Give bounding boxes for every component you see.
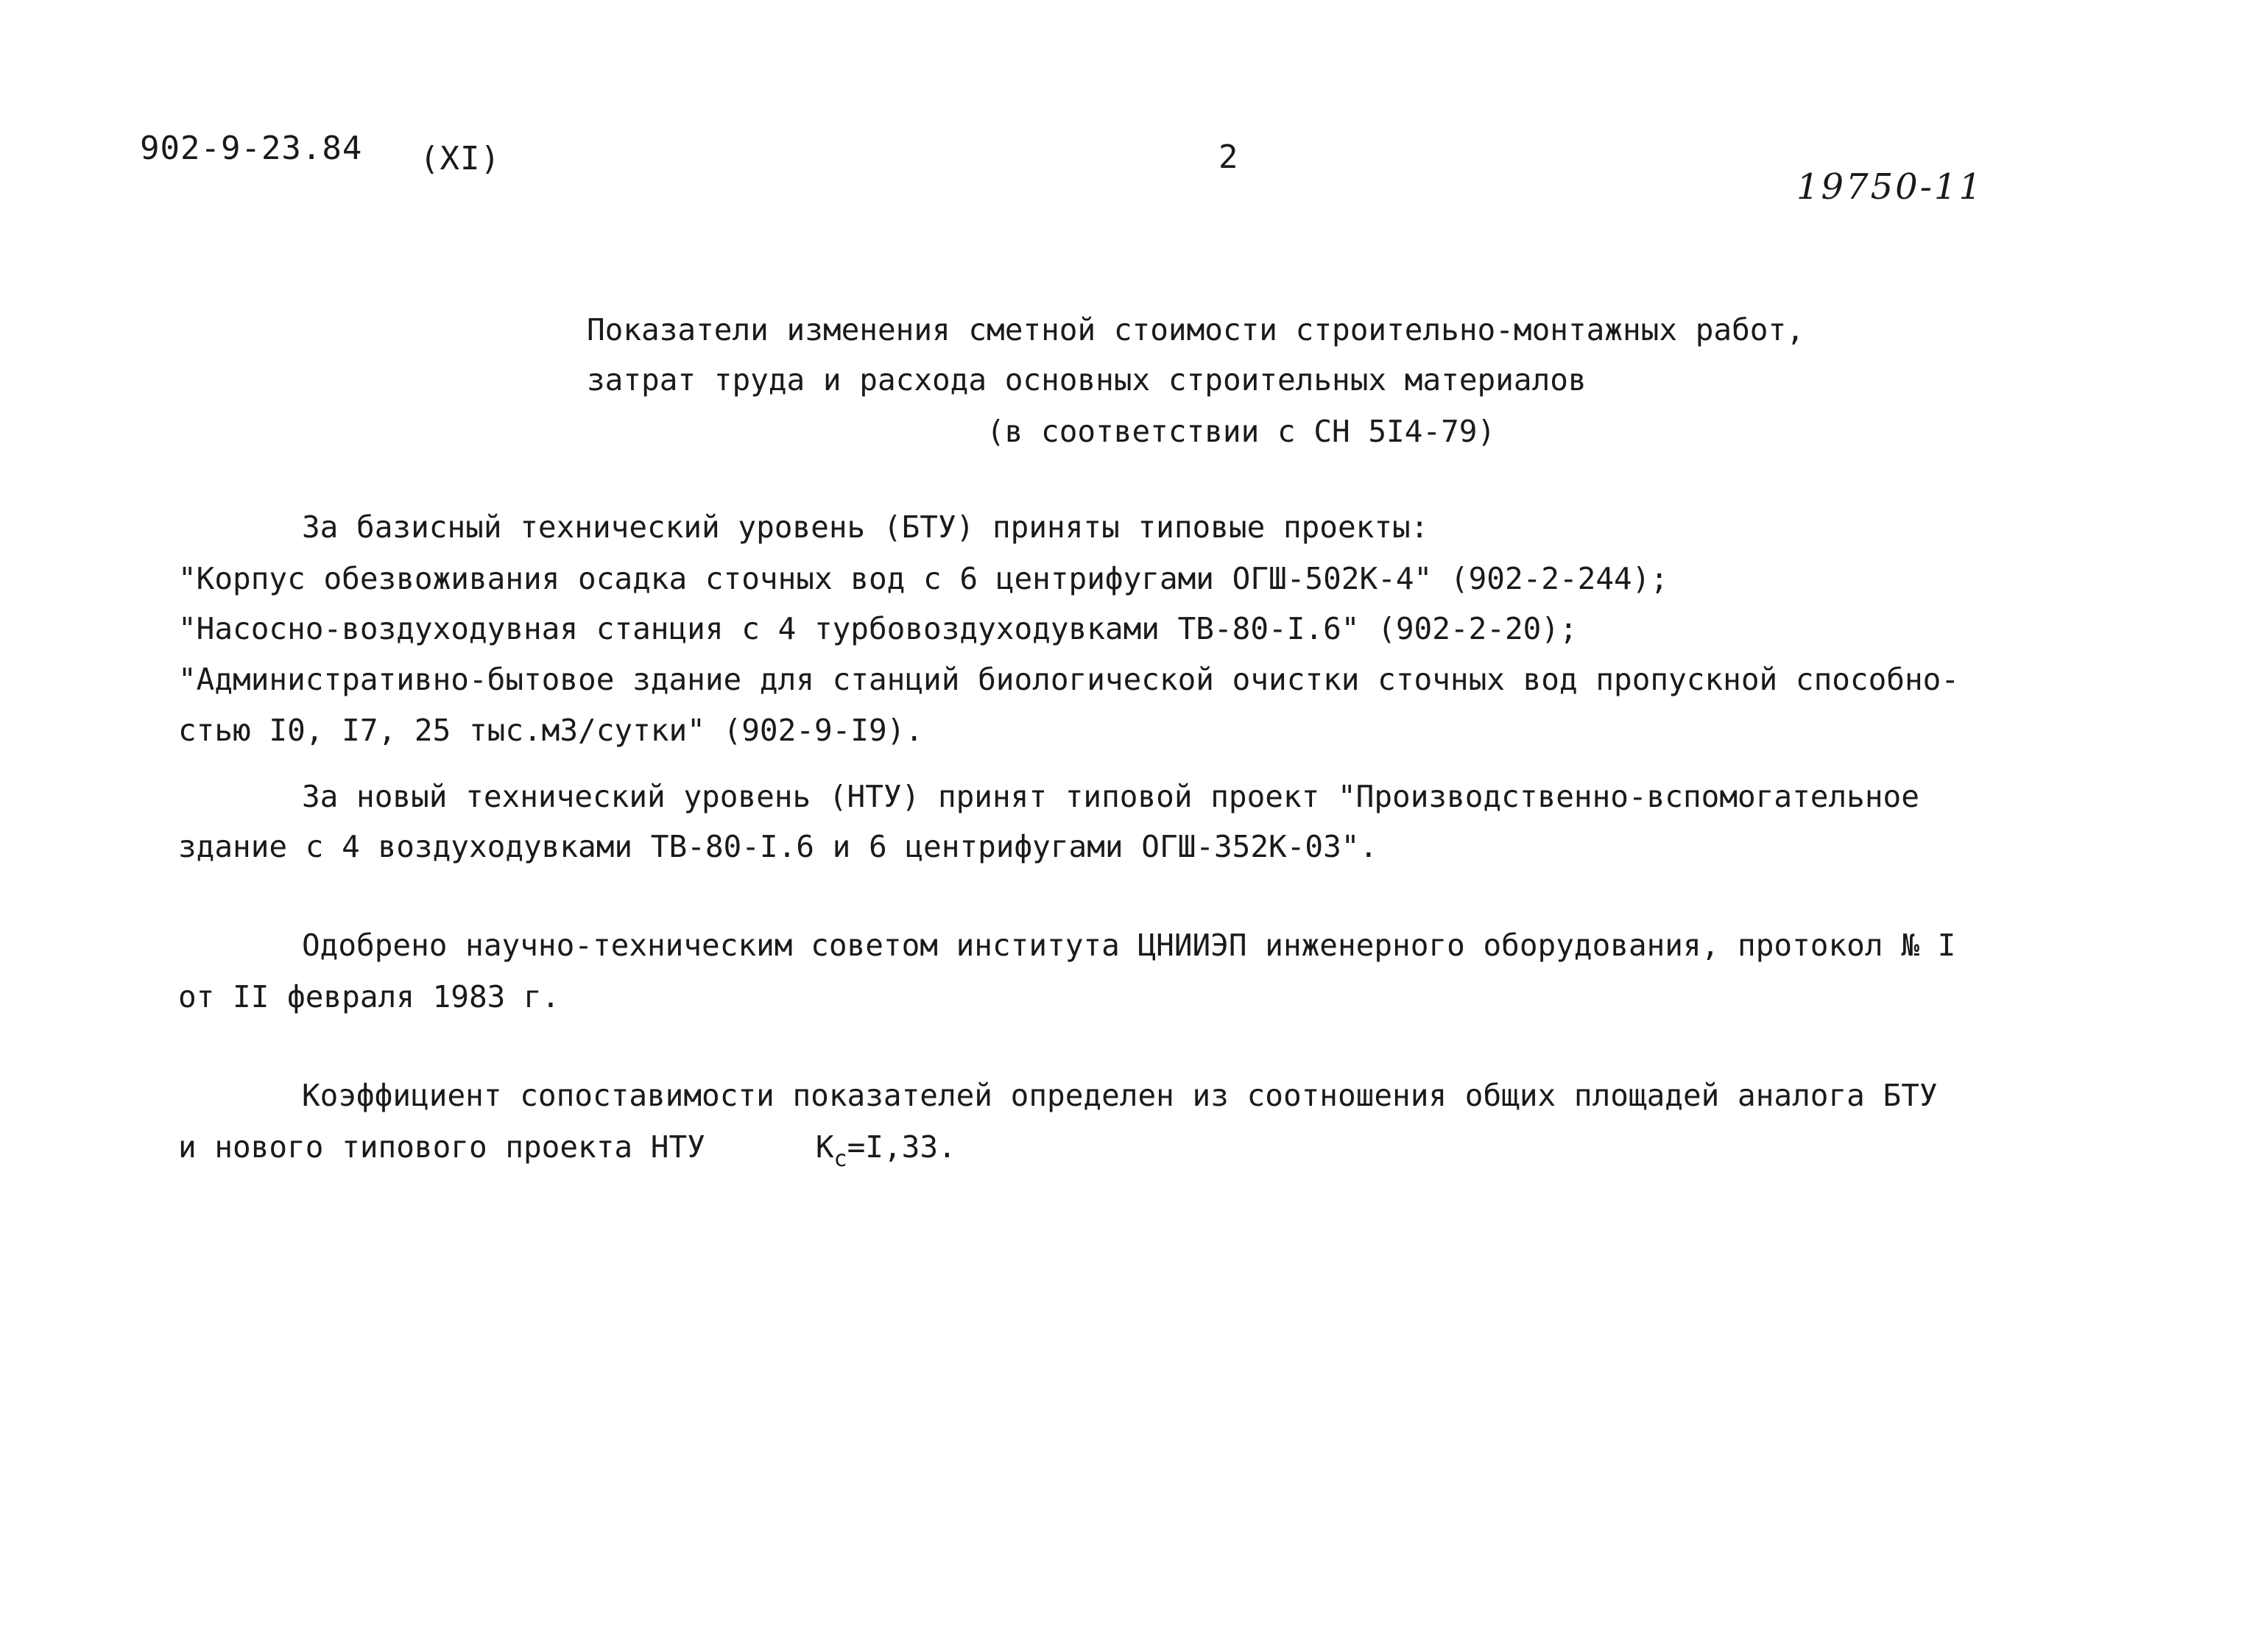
coefficient-k-subscript: с (833, 1146, 847, 1172)
title-line-1: Показатели изменения сметной стоимости строительно-монтажных работ, (587, 312, 1805, 347)
approval-line-2: от II февраля 1983 г. (178, 979, 560, 1014)
revision-mark: (XI) (420, 140, 501, 177)
coefficient-line-1: Коэффициент сопоставимости показателей определен из соотношения общих площадей аналога БТУ (302, 1078, 1938, 1113)
page-number: 2 (1218, 138, 1239, 176)
inventory-number: 19750-11 (1796, 166, 1983, 208)
doc-code: 902-9-23.84 (140, 130, 363, 167)
approval-line-1: Одобрено научно-техническим советом института ЦНИИЭП инженерного оборудования, протокол № I (302, 928, 1956, 963)
coefficient-k-symbol: К (815, 1129, 834, 1165)
ntu-line-1: За новый технический уровень (НТУ) принят типовой проект "Производственно-вспомогательное (302, 779, 1919, 814)
coefficient-line-2-text: и нового типового проекта НТУ (178, 1129, 705, 1165)
title-line-3: (в соответствии с СН 5I4-79) (987, 414, 1496, 449)
btu-line-2: "Корпус обезвоживания осадка сточных вод с 6 центрифугами ОГШ-502К-4" (902-2-244); (178, 561, 1669, 596)
btu-line-5: стью I0, I7, 25 тыс.м3/сутки" (902-9-I9). (178, 713, 924, 748)
coefficient-line-2 (178, 1129, 956, 1172)
title-line-2: затрат труда и расхода основных строительных материалов (587, 362, 1587, 398)
btu-line-1: За базисный технический уровень (БТУ) приняты типовые проекты: (302, 509, 1429, 545)
ntu-line-2: здание с 4 воздуходувками ТВ-80-I.6 и 6 центрифугами ОГШ-352К-03". (178, 829, 1378, 864)
btu-line-3: "Насосно-воздуходувная станция с 4 турбовоздуходувками ТВ-80-I.6" (902-2-20); (178, 611, 1578, 646)
coefficient-value: =I,33. (847, 1129, 956, 1165)
btu-line-4: "Административно-бытовое здание для станций биологической очистки сточных вод пропускной способно- (178, 662, 1960, 697)
